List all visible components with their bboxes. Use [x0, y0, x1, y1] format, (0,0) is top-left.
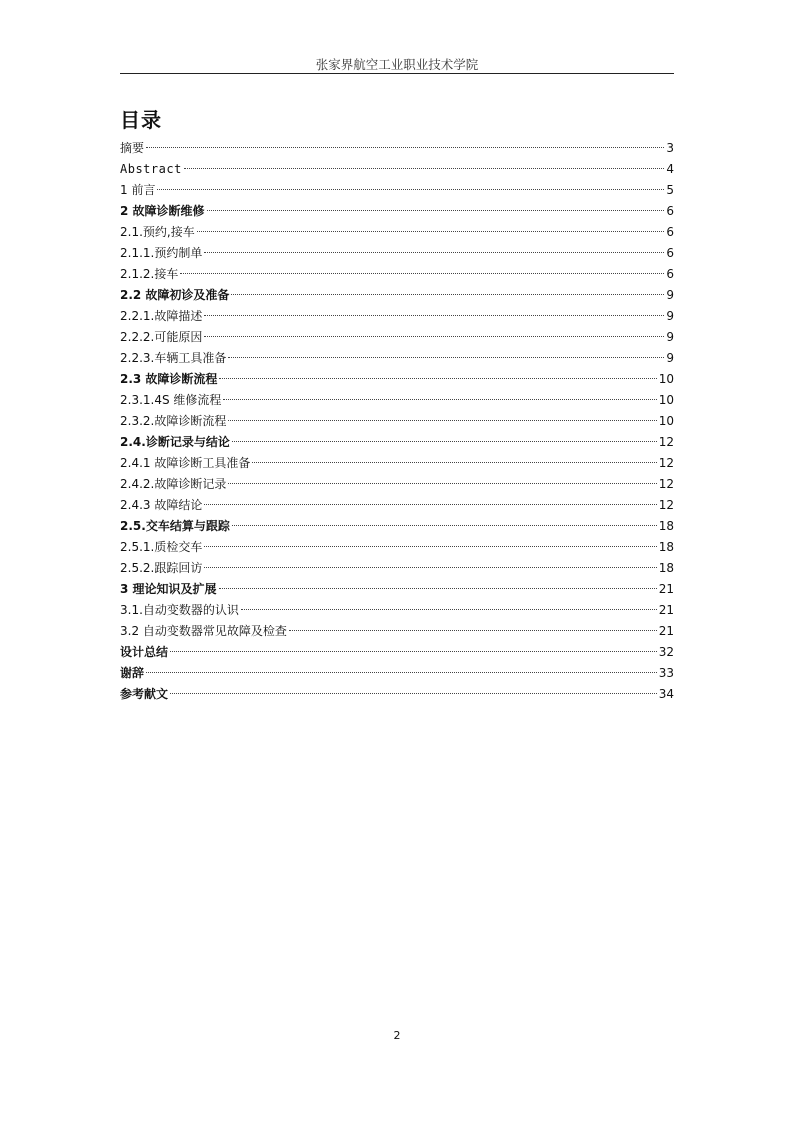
toc-entry[interactable]	[120, 663, 674, 684]
toc-entry-page: 10	[658, 414, 674, 428]
toc-entry-page: 12	[658, 498, 674, 512]
toc-entry-page: 34	[658, 687, 674, 701]
toc-entry[interactable]	[120, 474, 674, 495]
toc-entry-page: 6	[666, 267, 674, 281]
toc-entry-page: 12	[658, 435, 674, 449]
toc-entry-page: 9	[666, 351, 674, 365]
toc-leader-dots	[223, 399, 656, 400]
toc-entry-page: 32	[658, 645, 674, 659]
toc-entry-label: 2.4.1 故障诊断工具准备	[120, 456, 251, 470]
toc-entry-page: 12	[658, 477, 674, 491]
toc-leader-dots	[228, 483, 656, 484]
toc-entry[interactable]	[120, 642, 674, 663]
toc-leader-dots	[228, 420, 656, 421]
toc-entry-page: 5	[666, 183, 674, 197]
toc-entry[interactable]	[120, 621, 674, 642]
toc-title: 目录	[120, 108, 162, 132]
toc-entry[interactable]	[120, 390, 674, 411]
toc-entry-label: 2.2 故障初诊及准备	[120, 288, 230, 302]
toc-leader-dots	[204, 252, 664, 253]
toc-entry[interactable]	[120, 348, 674, 369]
toc-entry[interactable]	[120, 264, 674, 285]
toc-entry[interactable]	[120, 138, 674, 159]
toc-entry-label: 2.4.3 故障结论	[120, 498, 203, 512]
toc-entry-label: 2.1.1.预约制单	[120, 246, 203, 260]
toc-entry-page: 10	[658, 393, 674, 407]
toc-entry[interactable]	[120, 432, 674, 453]
toc-entry-label: 2.2.1.故障描述	[120, 309, 203, 323]
toc-entry[interactable]	[120, 285, 674, 306]
toc-entry-label: 2.3.2.故障诊断流程	[120, 414, 227, 428]
toc-entry[interactable]	[120, 579, 674, 600]
toc-entry-page: 6	[666, 204, 674, 218]
toc-entry[interactable]	[120, 180, 674, 201]
toc-entry-page: 9	[666, 309, 674, 323]
toc-leader-dots	[219, 588, 657, 589]
toc-entry-page: 6	[666, 246, 674, 260]
table-of-contents	[120, 138, 674, 705]
toc-entry-page: 18	[658, 519, 674, 533]
toc-leader-dots	[232, 525, 657, 526]
toc-entry-page: 4	[666, 162, 674, 176]
toc-entry-label: 2.5.1.质检交车	[120, 540, 203, 554]
toc-entry-label: 2.3.1.4S 维修流程	[120, 393, 222, 407]
toc-entry[interactable]	[120, 495, 674, 516]
toc-entry[interactable]	[120, 558, 674, 579]
toc-entry[interactable]	[120, 453, 674, 474]
toc-entry-label: 2.4.2.故障诊断记录	[120, 477, 227, 491]
toc-leader-dots	[197, 231, 665, 232]
toc-entry-page: 9	[666, 288, 674, 302]
page-number: 2	[393, 1029, 401, 1042]
toc-leader-dots	[204, 315, 664, 316]
toc-entry-page: 10	[658, 372, 674, 386]
toc-entry[interactable]	[120, 600, 674, 621]
toc-leader-dots	[204, 504, 656, 505]
toc-entry-label: 2.4.诊断记录与结论	[120, 435, 230, 449]
toc-entry[interactable]	[120, 516, 674, 537]
toc-entry-label: 2.2.2.可能原因	[120, 330, 203, 344]
toc-entry-label: 2 故障诊断维修	[120, 204, 205, 218]
toc-entry-page: 18	[658, 561, 674, 575]
toc-entry[interactable]	[120, 243, 674, 264]
toc-entry-label: Abstract	[120, 162, 182, 176]
toc-leader-dots	[252, 462, 656, 463]
toc-entry-page: 3	[666, 141, 674, 155]
toc-entry-label: 3.2 自动变数器常见故障及检查	[120, 624, 287, 638]
toc-entry-label: 3.1.自动变数器的认识	[120, 603, 239, 617]
toc-leader-dots	[241, 609, 657, 610]
toc-entry-label: 3 理论知识及扩展	[120, 582, 217, 596]
toc-entry-page: 21	[658, 582, 674, 596]
toc-entry-label: 参考献文	[120, 687, 169, 701]
toc-leader-dots	[204, 567, 656, 568]
toc-leader-dots	[207, 210, 665, 211]
toc-entry-label: 2.3 故障诊断流程	[120, 372, 218, 386]
toc-leader-dots	[204, 546, 656, 547]
toc-leader-dots	[231, 294, 664, 295]
toc-entry[interactable]	[120, 222, 674, 243]
toc-entry-label: 设计总结	[120, 645, 169, 659]
toc-leader-dots	[289, 630, 657, 631]
toc-entry-label: 2.1.2.接车	[120, 267, 179, 281]
header-divider	[120, 73, 674, 74]
toc-entry-label: 2.5.2.跟踪回访	[120, 561, 203, 575]
toc-entry-label: 2.2.3.车辆工具准备	[120, 351, 227, 365]
toc-leader-dots	[228, 357, 664, 358]
toc-leader-dots	[204, 336, 664, 337]
toc-entry-label: 1 前言	[120, 183, 156, 197]
toc-entry-page: 9	[666, 330, 674, 344]
toc-entry[interactable]	[120, 411, 674, 432]
toc-leader-dots	[180, 273, 664, 274]
toc-leader-dots	[170, 651, 657, 652]
toc-leader-dots	[219, 378, 656, 379]
toc-leader-dots	[157, 189, 664, 190]
toc-entry-page: 33	[658, 666, 674, 680]
toc-entry-label: 谢辞	[120, 666, 145, 680]
toc-entry-page: 21	[658, 603, 674, 617]
toc-leader-dots	[146, 147, 664, 148]
toc-entry-label: 2.5.交车结算与跟踪	[120, 519, 230, 533]
toc-entry-label: 摘要	[120, 141, 145, 155]
toc-entry-label: 2.1.预约,接车	[120, 225, 195, 239]
toc-leader-dots	[146, 672, 657, 673]
toc-entry-page: 12	[658, 456, 674, 470]
toc-entry[interactable]	[120, 684, 674, 705]
toc-entry[interactable]	[120, 327, 674, 348]
toc-entry[interactable]	[120, 537, 674, 558]
toc-entry-page: 18	[658, 540, 674, 554]
toc-leader-dots	[184, 168, 665, 169]
toc-leader-dots	[232, 441, 657, 442]
toc-entry[interactable]	[120, 369, 674, 390]
toc-entry[interactable]	[120, 201, 674, 222]
toc-entry-page: 21	[658, 624, 674, 638]
page-header: 张家界航空工业职业技术学院	[315, 57, 479, 72]
toc-entry[interactable]	[120, 159, 674, 180]
toc-entry[interactable]	[120, 306, 674, 327]
toc-leader-dots	[170, 693, 657, 694]
toc-entry-page: 6	[666, 225, 674, 239]
